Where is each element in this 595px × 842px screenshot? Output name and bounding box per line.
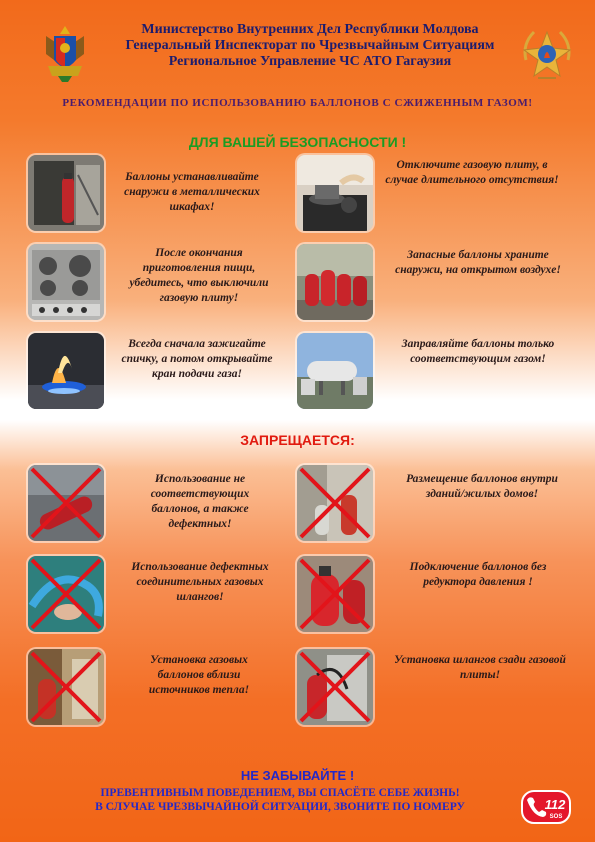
safety-item-text: Баллоны устанавливайте снаружи в металлических шкафах! <box>124 171 260 213</box>
cylinder-near-heat-photo <box>28 649 104 725</box>
header-title-block <box>95 22 525 70</box>
emergency-service-emblem-icon <box>518 24 576 84</box>
recommendations-subtitle: РЕКОМЕНДАЦИИ ПО ИСПОЛЬЗОВАНИЮ БАЛЛОНОВ С СЖИЖЕННЫМ ГАЗОМ! <box>62 97 533 109</box>
defective-cylinder-photo <box>28 465 104 541</box>
forbidden-item-text: Использование не соответствующих баллонов, а также дефектных! <box>150 473 250 530</box>
safety-item-text: После окончания приготовления пищи, убедитесь, что выключили газовую плиту! <box>129 247 269 304</box>
safety-heading: ДЛЯ ВАШЕЙ БЕЗОПАСНОСТИ ! <box>188 134 407 150</box>
gas-station-tank-photo <box>297 333 373 409</box>
forbidden-item-text: Подключение баллонов без редуктора давления ! <box>409 561 547 588</box>
header-line-inspectorate: Генеральный Инспекторат по Чрезвычайным Ситуациям <box>125 38 495 53</box>
reminder-heading: НЕ ЗАБЫВАЙТЕ ! <box>240 768 355 783</box>
gas-stove-top-photo <box>28 244 104 320</box>
gas-cylinder-cabinet-photo <box>28 155 104 231</box>
safety-item-text: Запасные баллоны храните снаружи, на открытом воздухе! <box>395 249 561 276</box>
header-line-regional: Региональное Управление ЧС АТО Гагаузия <box>168 54 452 69</box>
header-line-ministry: Министерство Внутренних Дел Республики Молдова <box>141 22 479 37</box>
forbidden-item-text: Использование дефектных соединительных газовых шлангов! <box>131 561 269 603</box>
no-regulator-photo <box>297 556 373 632</box>
emergency-112-icon <box>521 790 571 824</box>
cooking-stove-photo <box>297 155 373 231</box>
forbidden-item-text: Размещение баллонов внутри зданий/жилых домов! <box>406 473 558 500</box>
burner-flame-photo <box>28 333 104 409</box>
red-cylinders-outdoor-photo <box>297 244 373 320</box>
footer-line-prevention: ПРЕВЕНТИВНЫМ ПОВЕДЕНИЕМ, ВЫ СПАСЁТЕ СЕБЕ ЖИЗНЬ! <box>100 787 460 799</box>
defective-hose-photo <box>28 556 104 632</box>
moldova-coat-of-arms-icon <box>40 24 90 84</box>
footer-message <box>40 786 520 814</box>
forbidden-heading: ЗАПРЕЩАЕТСЯ: <box>240 432 355 448</box>
forbidden-item-text: Установка шлангов сзади газовой плиты! <box>394 654 566 681</box>
safety-item-text: Всегда сначала зажигайте спичку, а потом открывайте кран подачи газа! <box>121 338 273 380</box>
hose-behind-stove-photo <box>297 649 373 725</box>
cylinder-indoors-photo <box>297 465 373 541</box>
safety-item-text: Отключите газовую плиту, в случае длительного отсутствия! <box>385 159 559 186</box>
safety-item-text: Заправляйте баллоны только соответствующим газом! <box>401 338 555 365</box>
footer-line-emergency-call: В СЛУЧАЕ ЧРЕЗВЫЧАЙНОЙ СИТУАЦИИ, ЗВОНИТЕ ПО НОМЕРУ <box>95 801 465 813</box>
forbidden-item-text: Установка газовых баллонов вблизи источников тепла! <box>148 654 250 696</box>
emergency-number: 112 <box>544 797 566 812</box>
emergency-sos-label: SOS <box>549 814 563 820</box>
